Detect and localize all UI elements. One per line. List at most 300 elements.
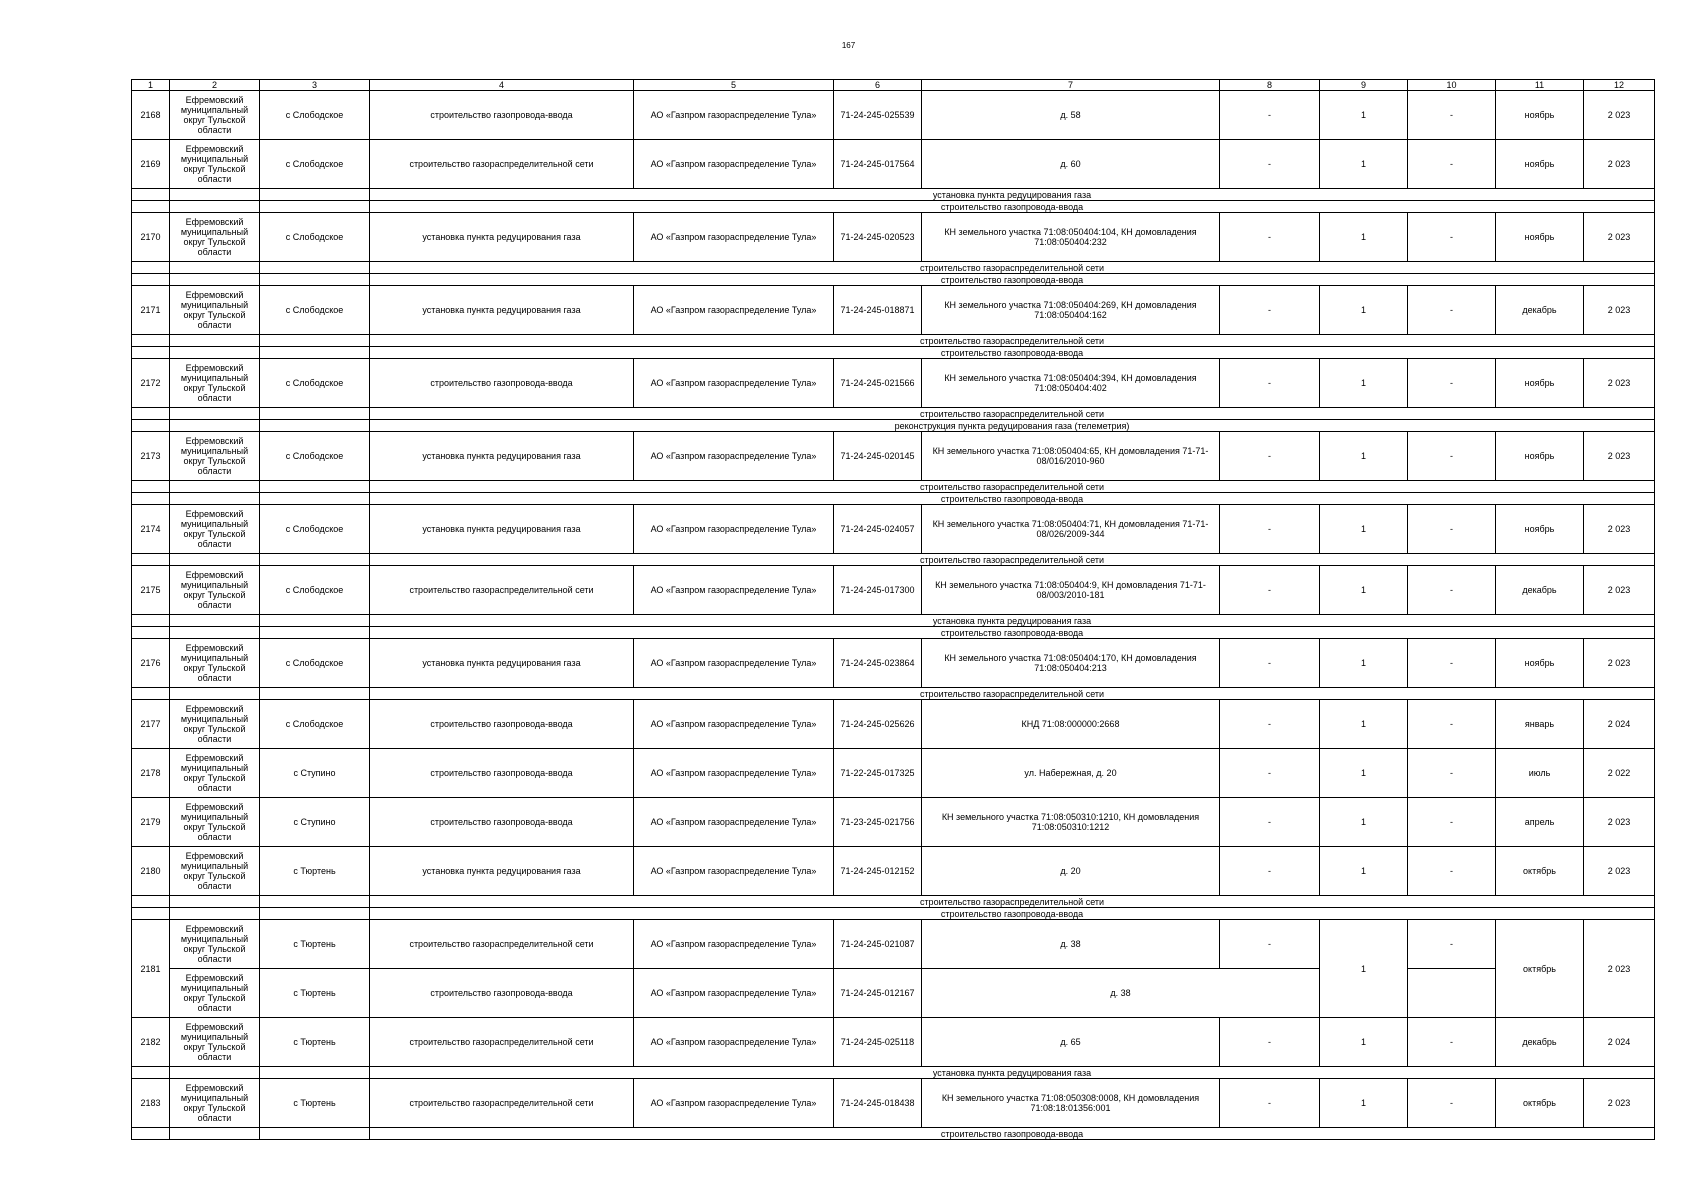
work-type-cell: строительство газораспределительной сети (370, 1079, 634, 1128)
address-cell: КН земельного участка 71:08:050404:65, КН домовладения 71-71-08/016/2010-960 (922, 432, 1220, 481)
col10-cell: - (1408, 700, 1496, 749)
district-cell: Ефремовский муниципальный округ Тульской области (170, 847, 260, 896)
year-cell: 2 023 (1584, 505, 1655, 554)
work-type-cell: установка пункта редуцирования газа (370, 213, 634, 262)
blank-cell (170, 908, 260, 920)
row-number-cell: 2180 (132, 847, 170, 896)
subtask-row (132, 627, 1655, 639)
settlement-cell: с Тюртень (260, 1079, 370, 1128)
month-cell: декабрь (1496, 566, 1584, 615)
work-type-cell: установка пункта редуцирования газа (370, 286, 634, 335)
work-type-cell: строительство газопровода-ввода (370, 700, 634, 749)
table-row (132, 505, 1655, 554)
subtask-row (132, 262, 1655, 274)
col8-cell: - (1220, 749, 1320, 798)
col9-cell: 1 (1320, 140, 1408, 189)
district-cell: Ефремовский муниципальный округ Тульской области (170, 432, 260, 481)
blank-cell (170, 1128, 260, 1140)
row-number-cell: 2181 (132, 920, 170, 1018)
district-cell: Ефремовский муниципальный округ Тульской области (170, 798, 260, 847)
subtask-cell: строительство газопровода-ввода (370, 1128, 1655, 1140)
table-row (132, 286, 1655, 335)
subtask-cell: строительство газопровода-ввода (370, 627, 1655, 639)
header-row (132, 80, 1655, 91)
col10-cell: - (1408, 639, 1496, 688)
address-cell: КН земельного участка 71:08:050404:9, КН домовладения 71-71-08/003/2010-181 (922, 566, 1220, 615)
blank-cell (260, 189, 370, 201)
header-cell: 12 (1584, 80, 1655, 91)
year-cell: 2 023 (1584, 359, 1655, 408)
work-type-cell: строительство газораспределительной сети (370, 140, 634, 189)
blank-cell (260, 420, 370, 432)
address-cell: КН земельного участка 71:08:050310:1210, КН домовладения 71:08:050310:1212 (922, 798, 1220, 847)
subtask-cell: реконструкция пункта редуцирования газа (телеметрия) (370, 420, 1655, 432)
header-cell: 9 (1320, 80, 1408, 91)
settlement-cell: с Слободское (260, 505, 370, 554)
table-row (132, 359, 1655, 408)
row-number-cell: 2168 (132, 91, 170, 140)
address-cell: КНД 71:08:000000:2668 (922, 700, 1220, 749)
work-type-cell: строительство газораспределительной сети (370, 920, 634, 969)
row-number-cell: 2179 (132, 798, 170, 847)
organization-cell: АО «Газпром газораспределение Тула» (634, 286, 834, 335)
district-cell: Ефремовский муниципальный округ Тульской области (170, 286, 260, 335)
district-cell: Ефремовский муниципальный округ Тульской области (170, 505, 260, 554)
row-number-cell: 2178 (132, 749, 170, 798)
table-row (132, 140, 1655, 189)
registry-table (131, 79, 1655, 1140)
subtask-cell: строительство газопровода-ввода (370, 274, 1655, 286)
subtask-cell: строительство газораспределительной сети (370, 335, 1655, 347)
table-row (132, 213, 1655, 262)
code-cell: 71-24-245-021087 (834, 920, 922, 969)
row-number-cell: 2172 (132, 359, 170, 408)
month-cell: ноябрь (1496, 639, 1584, 688)
subtask-cell: строительство газопровода-ввода (370, 347, 1655, 359)
organization-cell: АО «Газпром газораспределение Тула» (634, 798, 834, 847)
subtask-row (132, 1128, 1655, 1140)
col9-cell: 1 (1320, 798, 1408, 847)
organization-cell: АО «Газпром газораспределение Тула» (634, 359, 834, 408)
year-cell: 2 022 (1584, 749, 1655, 798)
col8-cell: - (1220, 566, 1320, 615)
header-cell: 8 (1220, 80, 1320, 91)
subtask-row (132, 554, 1655, 566)
subtask-row (132, 908, 1655, 920)
code-cell: 71-24-245-021566 (834, 359, 922, 408)
organization-cell: АО «Газпром газораспределение Тула» (634, 1079, 834, 1128)
row-number-cell: 2174 (132, 505, 170, 554)
settlement-cell: с Слободское (260, 639, 370, 688)
subtask-row (132, 335, 1655, 347)
blank-cell (170, 493, 260, 505)
work-type-cell: установка пункта редуцирования газа (370, 505, 634, 554)
organization-cell: АО «Газпром газораспределение Тула» (634, 432, 834, 481)
blank-cell (170, 615, 260, 627)
settlement-cell: с Ступино (260, 749, 370, 798)
blank-cell (260, 481, 370, 493)
month-cell: ноябрь (1496, 432, 1584, 481)
district-cell: Ефремовский муниципальный округ Тульской области (170, 969, 260, 1018)
row-number-cell: 2183 (132, 1079, 170, 1128)
work-type-cell: строительство газораспределительной сети (370, 566, 634, 615)
subtask-row (132, 493, 1655, 505)
code-cell: 71-24-245-012167 (834, 969, 922, 1018)
col10-cell: - (1408, 920, 1496, 969)
col8-cell: - (1220, 359, 1320, 408)
table-body (132, 80, 1655, 1140)
address-cell: ул. Набережная, д. 20 (922, 749, 1220, 798)
col10-cell: - (1408, 286, 1496, 335)
blank-cell (170, 896, 260, 908)
settlement-cell: с Ступино (260, 798, 370, 847)
col10-cell: - (1408, 798, 1496, 847)
address-cell: д. 38 (922, 969, 1320, 1018)
col8-cell: - (1220, 91, 1320, 140)
blank-cell (260, 201, 370, 213)
blank-cell (132, 274, 170, 286)
month-cell: ноябрь (1496, 213, 1584, 262)
row-number-cell: 2173 (132, 432, 170, 481)
blank-cell (132, 262, 170, 274)
blank-cell (260, 262, 370, 274)
header-cell: 3 (260, 80, 370, 91)
col9-cell: 1 (1320, 700, 1408, 749)
blank-cell (132, 493, 170, 505)
blank-cell (260, 627, 370, 639)
col8-cell: - (1220, 700, 1320, 749)
blank-cell (170, 347, 260, 359)
blank-cell (260, 615, 370, 627)
district-cell: Ефремовский муниципальный округ Тульской области (170, 91, 260, 140)
col10-cell: - (1408, 91, 1496, 140)
code-cell: 71-24-245-023864 (834, 639, 922, 688)
table-row (132, 749, 1655, 798)
col9-cell: 1 (1320, 213, 1408, 262)
subtask-cell: установка пункта редуцирования газа (370, 189, 1655, 201)
settlement-cell: с Слободское (260, 213, 370, 262)
col10-cell: - (1408, 140, 1496, 189)
col10-cell: - (1408, 505, 1496, 554)
organization-cell: АО «Газпром газораспределение Тула» (634, 91, 834, 140)
code-cell: 71-24-245-024057 (834, 505, 922, 554)
blank-cell (260, 347, 370, 359)
settlement-cell: с Тюртень (260, 1018, 370, 1067)
subtask-row (132, 1067, 1655, 1079)
col9-cell: 1 (1320, 749, 1408, 798)
header-cell: 5 (634, 80, 834, 91)
table-row (132, 432, 1655, 481)
table-row (132, 969, 1655, 1018)
code-cell: 71-24-245-018871 (834, 286, 922, 335)
blank-cell (132, 201, 170, 213)
organization-cell: АО «Газпром газораспределение Тула» (634, 749, 834, 798)
district-cell: Ефремовский муниципальный округ Тульской области (170, 1079, 260, 1128)
month-cell: декабрь (1496, 1018, 1584, 1067)
organization-cell: АО «Газпром газораспределение Тула» (634, 920, 834, 969)
blank-cell (260, 896, 370, 908)
row-number-cell: 2175 (132, 566, 170, 615)
col9-cell: 1 (1320, 286, 1408, 335)
year-cell: 2 023 (1584, 847, 1655, 896)
blank-cell (132, 1067, 170, 1079)
year-cell: 2 023 (1584, 639, 1655, 688)
address-cell: КН земельного участка 71:08:050404:394, КН домовладения 71:08:050404:402 (922, 359, 1220, 408)
organization-cell: АО «Газпром газораспределение Тула» (634, 847, 834, 896)
subtask-cell: строительство газораспределительной сети (370, 481, 1655, 493)
subtask-row (132, 201, 1655, 213)
blank-cell (260, 274, 370, 286)
month-cell: ноябрь (1496, 140, 1584, 189)
year-cell: 2 024 (1584, 700, 1655, 749)
settlement-cell: с Тюртень (260, 969, 370, 1018)
col9-cell: 1 (1320, 566, 1408, 615)
settlement-cell: с Слободское (260, 700, 370, 749)
col10-cell (1408, 969, 1496, 1018)
district-cell: Ефремовский муниципальный округ Тульской области (170, 140, 260, 189)
blank-cell (132, 335, 170, 347)
blank-cell (132, 554, 170, 566)
work-type-cell: строительство газопровода-ввода (370, 359, 634, 408)
address-cell: д. 38 (922, 920, 1220, 969)
address-cell: д. 60 (922, 140, 1220, 189)
address-cell: КН земельного участка 71:08:050404:104, КН домовладения 71:08:050404:232 (922, 213, 1220, 262)
address-cell: КН земельного участка 71:08:050308:0008, КН домовладения 71:08:18:01356:001 (922, 1079, 1220, 1128)
month-cell: октябрь (1496, 920, 1584, 1018)
blank-cell (260, 908, 370, 920)
page-number: 167 (841, 41, 856, 50)
header-cell: 6 (834, 80, 922, 91)
work-type-cell: установка пункта редуцирования газа (370, 847, 634, 896)
month-cell: ноябрь (1496, 359, 1584, 408)
subtask-row (132, 688, 1655, 700)
address-cell: КН земельного участка 71:08:050404:71, КН домовладения 71-71-08/026/2009-344 (922, 505, 1220, 554)
col10-cell: - (1408, 359, 1496, 408)
row-number-cell: 2171 (132, 286, 170, 335)
subtask-cell: строительство газораспределительной сети (370, 554, 1655, 566)
col10-cell: - (1408, 1018, 1496, 1067)
table-row (132, 566, 1655, 615)
subtask-cell: строительство газопровода-ввода (370, 493, 1655, 505)
blank-cell (132, 1128, 170, 1140)
table-row (132, 1079, 1655, 1128)
col8-cell: - (1220, 432, 1320, 481)
col9-cell: 1 (1320, 505, 1408, 554)
settlement-cell: с Слободское (260, 359, 370, 408)
month-cell: октябрь (1496, 1079, 1584, 1128)
col8-cell: - (1220, 1079, 1320, 1128)
row-number-cell: 2170 (132, 213, 170, 262)
month-cell: июль (1496, 749, 1584, 798)
work-type-cell: установка пункта редуцирования газа (370, 432, 634, 481)
col8-cell: - (1220, 920, 1320, 969)
col8-cell: - (1220, 505, 1320, 554)
col8-cell: - (1220, 847, 1320, 896)
table-row (132, 847, 1655, 896)
district-cell: Ефремовский муниципальный округ Тульской области (170, 749, 260, 798)
address-cell: КН земельного участка 71:08:050404:170, КН домовладения 71:08:050404:213 (922, 639, 1220, 688)
blank-cell (170, 420, 260, 432)
subtask-row (132, 274, 1655, 286)
blank-cell (170, 262, 260, 274)
settlement-cell: с Слободское (260, 286, 370, 335)
month-cell: январь (1496, 700, 1584, 749)
subtask-row (132, 420, 1655, 432)
work-type-cell: установка пункта редуцирования газа (370, 639, 634, 688)
subtask-cell: строительство газораспределительной сети (370, 408, 1655, 420)
code-cell: 71-24-245-017300 (834, 566, 922, 615)
col8-cell: - (1220, 286, 1320, 335)
year-cell: 2 023 (1584, 213, 1655, 262)
blank-cell (170, 1067, 260, 1079)
subtask-cell: строительство газораспределительной сети (370, 262, 1655, 274)
blank-cell (132, 420, 170, 432)
blank-cell (260, 335, 370, 347)
col10-cell: - (1408, 213, 1496, 262)
header-cell: 4 (370, 80, 634, 91)
subtask-row (132, 189, 1655, 201)
work-type-cell: строительство газопровода-ввода (370, 91, 634, 140)
settlement-cell: с Слободское (260, 432, 370, 481)
col9-cell: 1 (1320, 91, 1408, 140)
year-cell: 2 023 (1584, 566, 1655, 615)
year-cell: 2 023 (1584, 286, 1655, 335)
organization-cell: АО «Газпром газораспределение Тула» (634, 969, 834, 1018)
subtask-row (132, 615, 1655, 627)
blank-cell (132, 347, 170, 359)
organization-cell: АО «Газпром газораспределение Тула» (634, 639, 834, 688)
settlement-cell: с Слободское (260, 566, 370, 615)
blank-cell (260, 1128, 370, 1140)
subtask-cell: строительство газораспределительной сети (370, 688, 1655, 700)
work-type-cell: строительство газопровода-ввода (370, 969, 634, 1018)
district-cell: Ефремовский муниципальный округ Тульской области (170, 920, 260, 969)
work-type-cell: строительство газопровода-ввода (370, 798, 634, 847)
col9-cell: 1 (1320, 1079, 1408, 1128)
blank-cell (170, 554, 260, 566)
month-cell: ноябрь (1496, 505, 1584, 554)
code-cell: 71-24-245-020523 (834, 213, 922, 262)
col9-cell: 1 (1320, 639, 1408, 688)
col9-cell: 1 (1320, 432, 1408, 481)
blank-cell (170, 274, 260, 286)
address-cell: д. 20 (922, 847, 1220, 896)
blank-cell (170, 335, 260, 347)
address-cell: д. 65 (922, 1018, 1220, 1067)
work-type-cell: строительство газораспределительной сети (370, 1018, 634, 1067)
code-cell: 71-24-245-025539 (834, 91, 922, 140)
col8-cell: - (1220, 140, 1320, 189)
settlement-cell: с Тюртень (260, 920, 370, 969)
blank-cell (260, 554, 370, 566)
address-cell: КН земельного участка 71:08:050404:269, КН домовладения 71:08:050404:162 (922, 286, 1220, 335)
district-cell: Ефремовский муниципальный округ Тульской области (170, 566, 260, 615)
district-cell: Ефремовский муниципальный округ Тульской области (170, 700, 260, 749)
code-cell: 71-24-245-018438 (834, 1079, 922, 1128)
subtask-cell: строительство газопровода-ввода (370, 201, 1655, 213)
blank-cell (170, 201, 260, 213)
year-cell: 2 023 (1584, 1079, 1655, 1128)
blank-cell (260, 493, 370, 505)
district-cell: Ефремовский муниципальный округ Тульской области (170, 213, 260, 262)
blank-cell (170, 408, 260, 420)
organization-cell: АО «Газпром газораспределение Тула» (634, 213, 834, 262)
header-cell: 7 (922, 80, 1220, 91)
subtask-cell: установка пункта редуцирования газа (370, 615, 1655, 627)
month-cell: апрель (1496, 798, 1584, 847)
col8-cell: - (1220, 639, 1320, 688)
year-cell: 2 023 (1584, 798, 1655, 847)
blank-cell (170, 627, 260, 639)
col8-cell: - (1220, 213, 1320, 262)
blank-cell (132, 481, 170, 493)
blank-cell (132, 688, 170, 700)
district-cell: Ефремовский муниципальный округ Тульской области (170, 359, 260, 408)
blank-cell (132, 908, 170, 920)
header-cell: 1 (132, 80, 170, 91)
code-cell: 71-23-245-021756 (834, 798, 922, 847)
col9-cell: 1 (1320, 847, 1408, 896)
blank-cell (260, 408, 370, 420)
year-cell: 2 023 (1584, 920, 1655, 1018)
header-cell: 2 (170, 80, 260, 91)
subtask-cell: строительство газопровода-ввода (370, 908, 1655, 920)
blank-cell (170, 688, 260, 700)
col10-cell: - (1408, 1079, 1496, 1128)
code-cell: 71-24-245-017564 (834, 140, 922, 189)
district-cell: Ефремовский муниципальный округ Тульской области (170, 639, 260, 688)
organization-cell: АО «Газпром газораспределение Тула» (634, 505, 834, 554)
blank-cell (260, 1067, 370, 1079)
settlement-cell: с Слободское (260, 140, 370, 189)
col10-cell: - (1408, 749, 1496, 798)
col9-cell: 1 (1320, 1018, 1408, 1067)
row-number-cell: 2176 (132, 639, 170, 688)
blank-cell (132, 896, 170, 908)
col10-cell: - (1408, 432, 1496, 481)
col9-cell: 1 (1320, 920, 1408, 1018)
settlement-cell: с Слободское (260, 91, 370, 140)
table-row (132, 798, 1655, 847)
table-row (132, 920, 1655, 969)
header-cell: 11 (1496, 80, 1584, 91)
organization-cell: АО «Газпром газораспределение Тула» (634, 700, 834, 749)
table-row (132, 91, 1655, 140)
blank-cell (170, 481, 260, 493)
blank-cell (132, 615, 170, 627)
subtask-row (132, 408, 1655, 420)
col8-cell: - (1220, 1018, 1320, 1067)
subtask-row (132, 481, 1655, 493)
subtask-cell: установка пункта редуцирования газа (370, 1067, 1655, 1079)
col10-cell: - (1408, 847, 1496, 896)
code-cell: 71-22-245-017325 (834, 749, 922, 798)
blank-cell (170, 189, 260, 201)
subtask-row (132, 347, 1655, 359)
month-cell: ноябрь (1496, 91, 1584, 140)
table-row (132, 1018, 1655, 1067)
col10-cell: - (1408, 566, 1496, 615)
table-row (132, 700, 1655, 749)
year-cell: 2 023 (1584, 140, 1655, 189)
blank-cell (132, 189, 170, 201)
organization-cell: АО «Газпром газораспределение Тула» (634, 566, 834, 615)
blank-cell (132, 627, 170, 639)
settlement-cell: с Тюртень (260, 847, 370, 896)
month-cell: декабрь (1496, 286, 1584, 335)
header-cell: 10 (1408, 80, 1496, 91)
row-number-cell: 2177 (132, 700, 170, 749)
